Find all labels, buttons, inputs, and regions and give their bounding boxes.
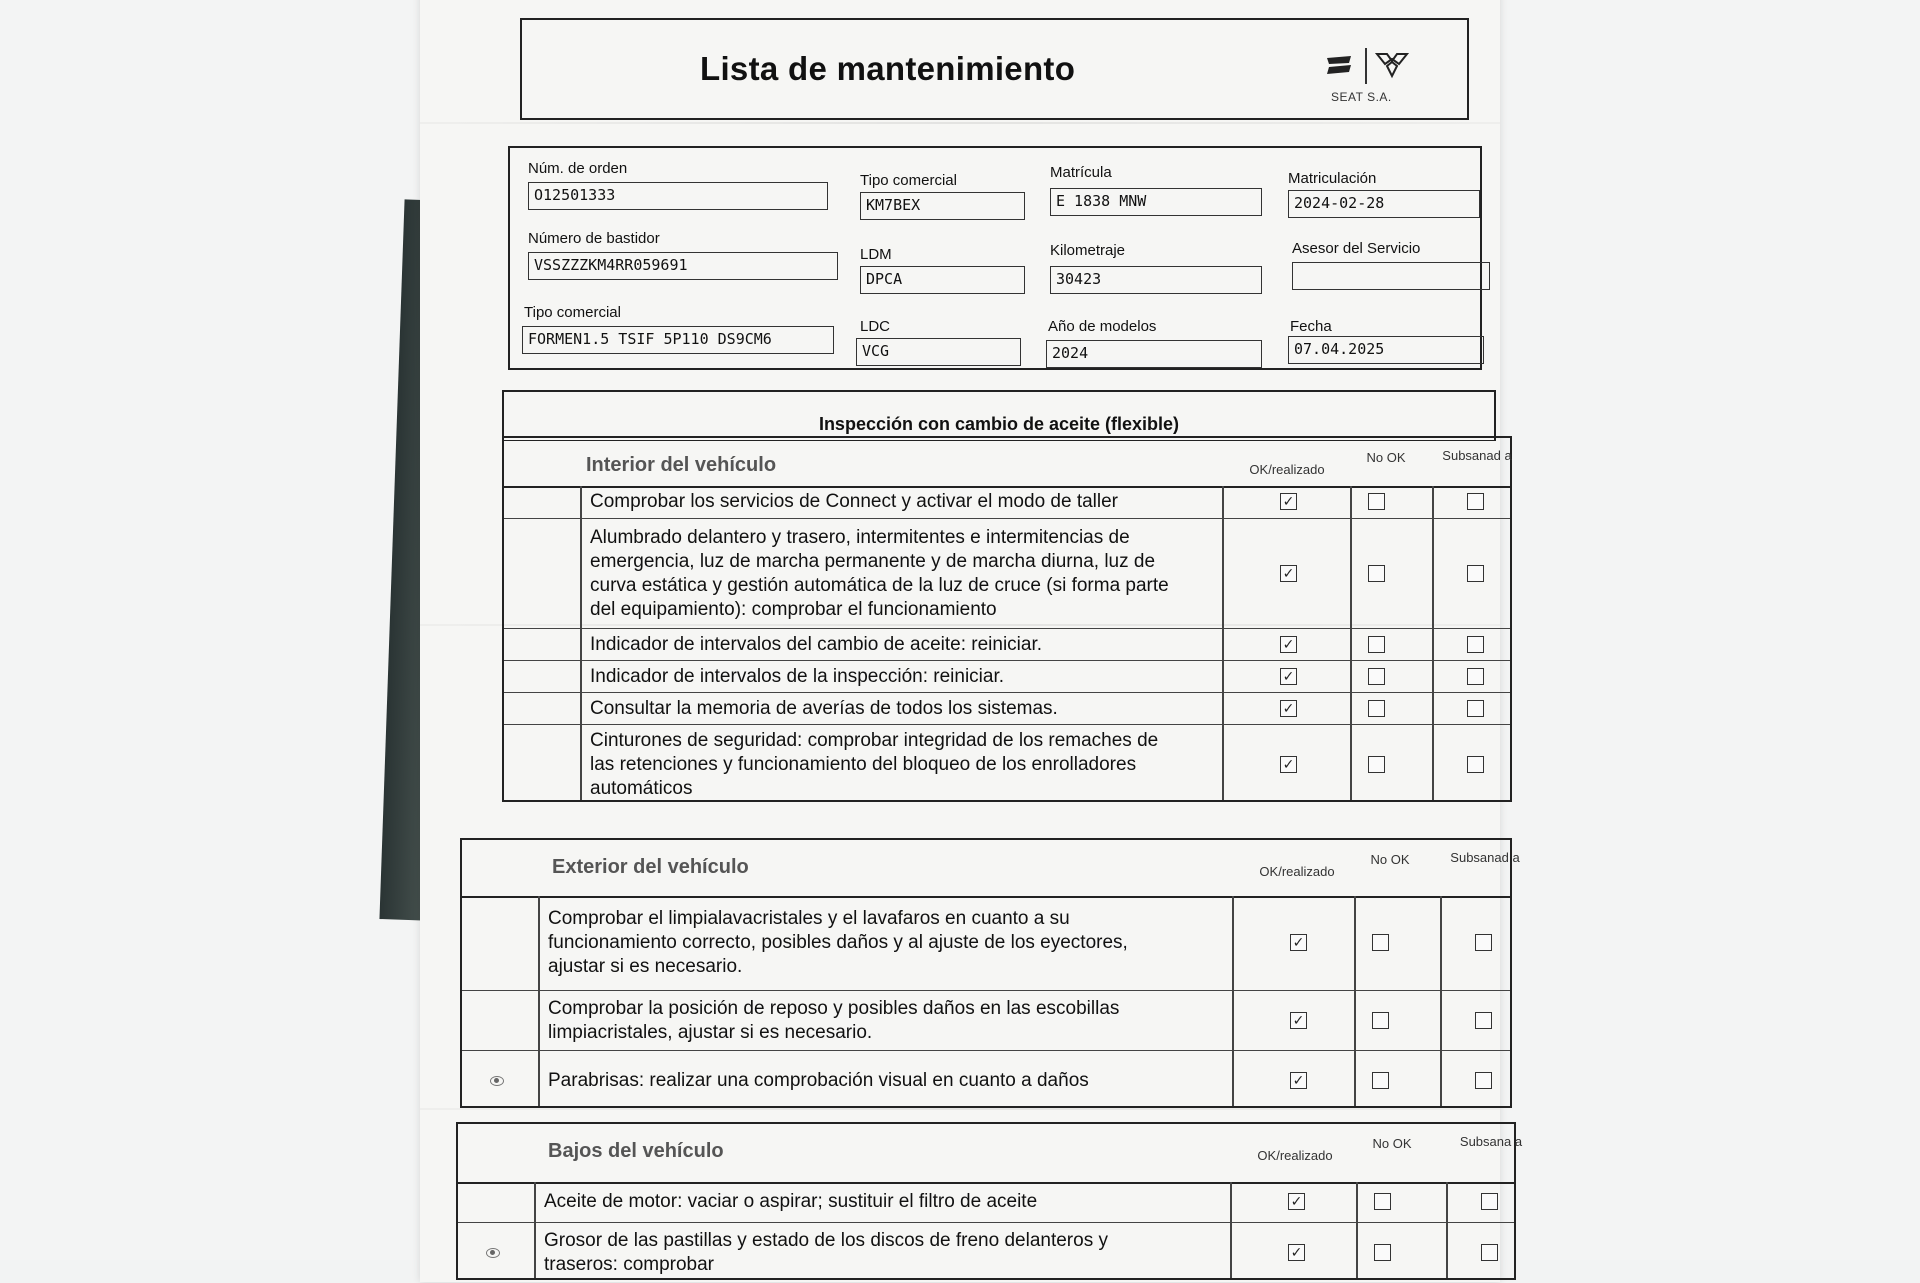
label-fecha: Fecha (1290, 318, 1332, 335)
label-kilometraje: Kilometraje (1050, 242, 1126, 259)
checkbox-ok[interactable]: ✓ (1290, 1012, 1307, 1029)
column-header-ok: OK/realizado (1259, 864, 1335, 879)
label-ldm: LDM (860, 246, 892, 263)
title-box (520, 18, 1469, 120)
checkbox-ok[interactable]: ✓ (1290, 1072, 1307, 1089)
checkbox-subsanada[interactable] (1467, 565, 1484, 582)
checklist-item-text: Indicador de intervalos del cambio de aceite: reiniciar. (590, 634, 1043, 655)
label-num-orden: Núm. de orden (528, 160, 628, 177)
checklist-item-text: Comprobar el limpialavacristales y el lavafaros en cuanto a su funcionamiento correcto, posibles daños y al ajuste de los eyectores, ajustar si es necesario. (548, 908, 1128, 977)
field-kilometraje: 30423 (1050, 266, 1262, 294)
checkbox-subsanada[interactable] (1467, 668, 1484, 685)
checklist-item-text: Parabrisas: realizar una comprobación visual en cuanto a daños (548, 1070, 1089, 1091)
checklist-row (504, 518, 1510, 629)
field-tipo-comercial: KM7BEX (860, 192, 1025, 220)
background-right (1500, 0, 1920, 1260)
field-tipo-comercial-2: FORMEN1.5 TSIF 5P110 DS9CM6 (522, 326, 834, 354)
checklist-row (504, 628, 1510, 661)
field-ano-modelos: 2024 (1046, 340, 1262, 368)
column-header-no-ok: No OK (1372, 1136, 1412, 1151)
section-title: Exterior del vehículo (552, 856, 749, 878)
checklist-item-text: Alumbrado delantero y trasero, intermitentes e intermitencias de emergencia, luz de marcha permanente y de marcha diurna, luz de curva estática y gestión automática de la luz de cruce (si forma parte del equipamiento): comprobar el funcionamiento (590, 527, 1169, 620)
checklist-section (502, 436, 1512, 802)
checkbox-ok[interactable]: ✓ (1280, 700, 1297, 717)
checkbox-ok[interactable]: ✓ (1288, 1244, 1305, 1261)
checkbox-subsanada[interactable] (1475, 934, 1492, 951)
checkbox-no-ok[interactable] (1368, 668, 1385, 685)
column-header-subsanada: Subsanad a (1442, 448, 1512, 463)
checklist-row (504, 486, 1510, 518)
field-matricula: E 1838 MNW (1050, 188, 1262, 216)
checklist-item-text: Consultar la memoria de averías de todos los sistemas. (590, 698, 1058, 719)
checkbox-subsanada[interactable] (1481, 1193, 1498, 1210)
brand-logos (1317, 40, 1427, 110)
label-matricula: Matrícula (1050, 164, 1112, 181)
label-ano-modelos: Año de modelos (1048, 318, 1157, 335)
label-bastidor: Número de bastidor (528, 230, 660, 247)
checkbox-no-ok[interactable] (1372, 934, 1389, 951)
column-header-ok: OK/realizado (1249, 462, 1325, 477)
cupra-logo-icon (1375, 52, 1409, 78)
seat-logo-icon (1325, 54, 1355, 76)
checkbox-ok[interactable]: ✓ (1280, 668, 1297, 685)
inspection-title: Inspección con cambio de aceite (flexible) (818, 414, 1180, 434)
checkbox-no-ok[interactable] (1374, 1244, 1391, 1261)
field-matriculacion: 2024-02-28 (1288, 190, 1480, 218)
field-fecha: 07.04.2025 (1288, 336, 1484, 364)
checkbox-no-ok[interactable] (1368, 700, 1385, 717)
checklist-item-text: Comprobar la posición de reposo y posibles daños en las escobillas limpiacristales, ajustar si es necesario. (548, 998, 1120, 1043)
bullet-icon (486, 1248, 500, 1258)
checkbox-subsanada[interactable] (1481, 1244, 1498, 1261)
column-header-ok: OK/realizado (1257, 1148, 1333, 1163)
label-matriculacion: Matriculación (1288, 170, 1377, 187)
checkbox-no-ok[interactable] (1368, 565, 1385, 582)
label-asesor: Asesor del Servicio (1292, 240, 1421, 257)
checkbox-ok[interactable]: ✓ (1288, 1193, 1305, 1210)
label-tipo-comercial-2: Tipo comercial (524, 304, 621, 321)
checkbox-no-ok[interactable] (1368, 493, 1385, 510)
column-header-subsanada: Subsanad a (1450, 850, 1520, 865)
field-num-orden: O12501333 (528, 182, 828, 210)
checklist-section (460, 838, 1520, 1108)
field-ldm: DPCA (860, 266, 1025, 294)
checkbox-ok[interactable]: ✓ (1280, 636, 1297, 653)
checklist-item-text: Cinturones de seguridad: comprobar integridad de los remaches de las retenciones y funcionamiento del bloqueo de los enrolladores automáticos (590, 730, 1159, 799)
checklist-item-text: Aceite de motor: vaciar o aspirar; sustituir el filtro de aceite (544, 1191, 1038, 1212)
checklist-row (462, 1050, 1510, 1111)
label-ldc: LDC (860, 318, 891, 335)
checklist-section (456, 1122, 1523, 1280)
section-header (462, 840, 1520, 898)
checklist-row (458, 1182, 1514, 1222)
checklist-item-text: Indicador de intervalos de la inspección: reiniciar. (590, 666, 1005, 687)
checkbox-ok[interactable]: ✓ (1280, 493, 1297, 510)
section-title: Interior del vehículo (586, 454, 777, 476)
checkbox-ok[interactable]: ✓ (1290, 934, 1307, 951)
column-header-no-ok: No OK (1366, 450, 1406, 465)
checkbox-subsanada[interactable] (1467, 756, 1484, 773)
checkbox-no-ok[interactable] (1374, 1193, 1391, 1210)
checkbox-subsanada[interactable] (1467, 636, 1484, 653)
checkbox-subsanada[interactable] (1467, 700, 1484, 717)
brand-separator (1365, 48, 1367, 84)
checkbox-ok[interactable]: ✓ (1280, 565, 1297, 582)
checkbox-no-ok[interactable] (1368, 636, 1385, 653)
bullet-icon (490, 1076, 504, 1086)
field-ldc: VCG (856, 338, 1021, 366)
checkbox-subsanada[interactable] (1475, 1012, 1492, 1029)
inspection-title-box (502, 390, 1496, 441)
field-bastidor: VSSZZZKM4RR059691 (528, 252, 838, 280)
checklist-row (504, 724, 1510, 805)
checkbox-ok[interactable]: ✓ (1280, 756, 1297, 773)
section-header (458, 1124, 1523, 1184)
section-title: Bajos del vehículo (548, 1140, 724, 1162)
checkbox-no-ok[interactable] (1368, 756, 1385, 773)
column-header-subsanada: Subsana a (1459, 1134, 1523, 1149)
column-header-no-ok: No OK (1370, 852, 1410, 867)
checklist-item-text: Comprobar los servicios de Connect y activar el modo de taller (590, 491, 1119, 512)
checkbox-subsanada[interactable] (1467, 493, 1484, 510)
checkbox-no-ok[interactable] (1372, 1012, 1389, 1029)
background-left (0, 0, 420, 1260)
label-tipo-comercial: Tipo comercial (860, 172, 957, 189)
section-header (504, 438, 1510, 488)
paper-fold (420, 122, 1500, 124)
vehicle-header-form (508, 146, 1482, 370)
checklist-row (462, 990, 1510, 1051)
checkbox-subsanada[interactable] (1475, 1072, 1492, 1089)
checkbox-no-ok[interactable] (1372, 1072, 1389, 1089)
checklist-row (504, 660, 1510, 693)
brand-text: SEAT S.A. (1331, 90, 1392, 104)
document-title: Lista de mantenimiento (700, 50, 1076, 87)
checklist-row (458, 1222, 1514, 1283)
checklist-item-text: Grosor de las pastillas y estado de los discos de freno delanteros y traseros: comprobar (544, 1230, 1108, 1275)
checklist-row (462, 896, 1510, 990)
field-asesor (1292, 262, 1490, 290)
checklist-row (504, 692, 1510, 725)
